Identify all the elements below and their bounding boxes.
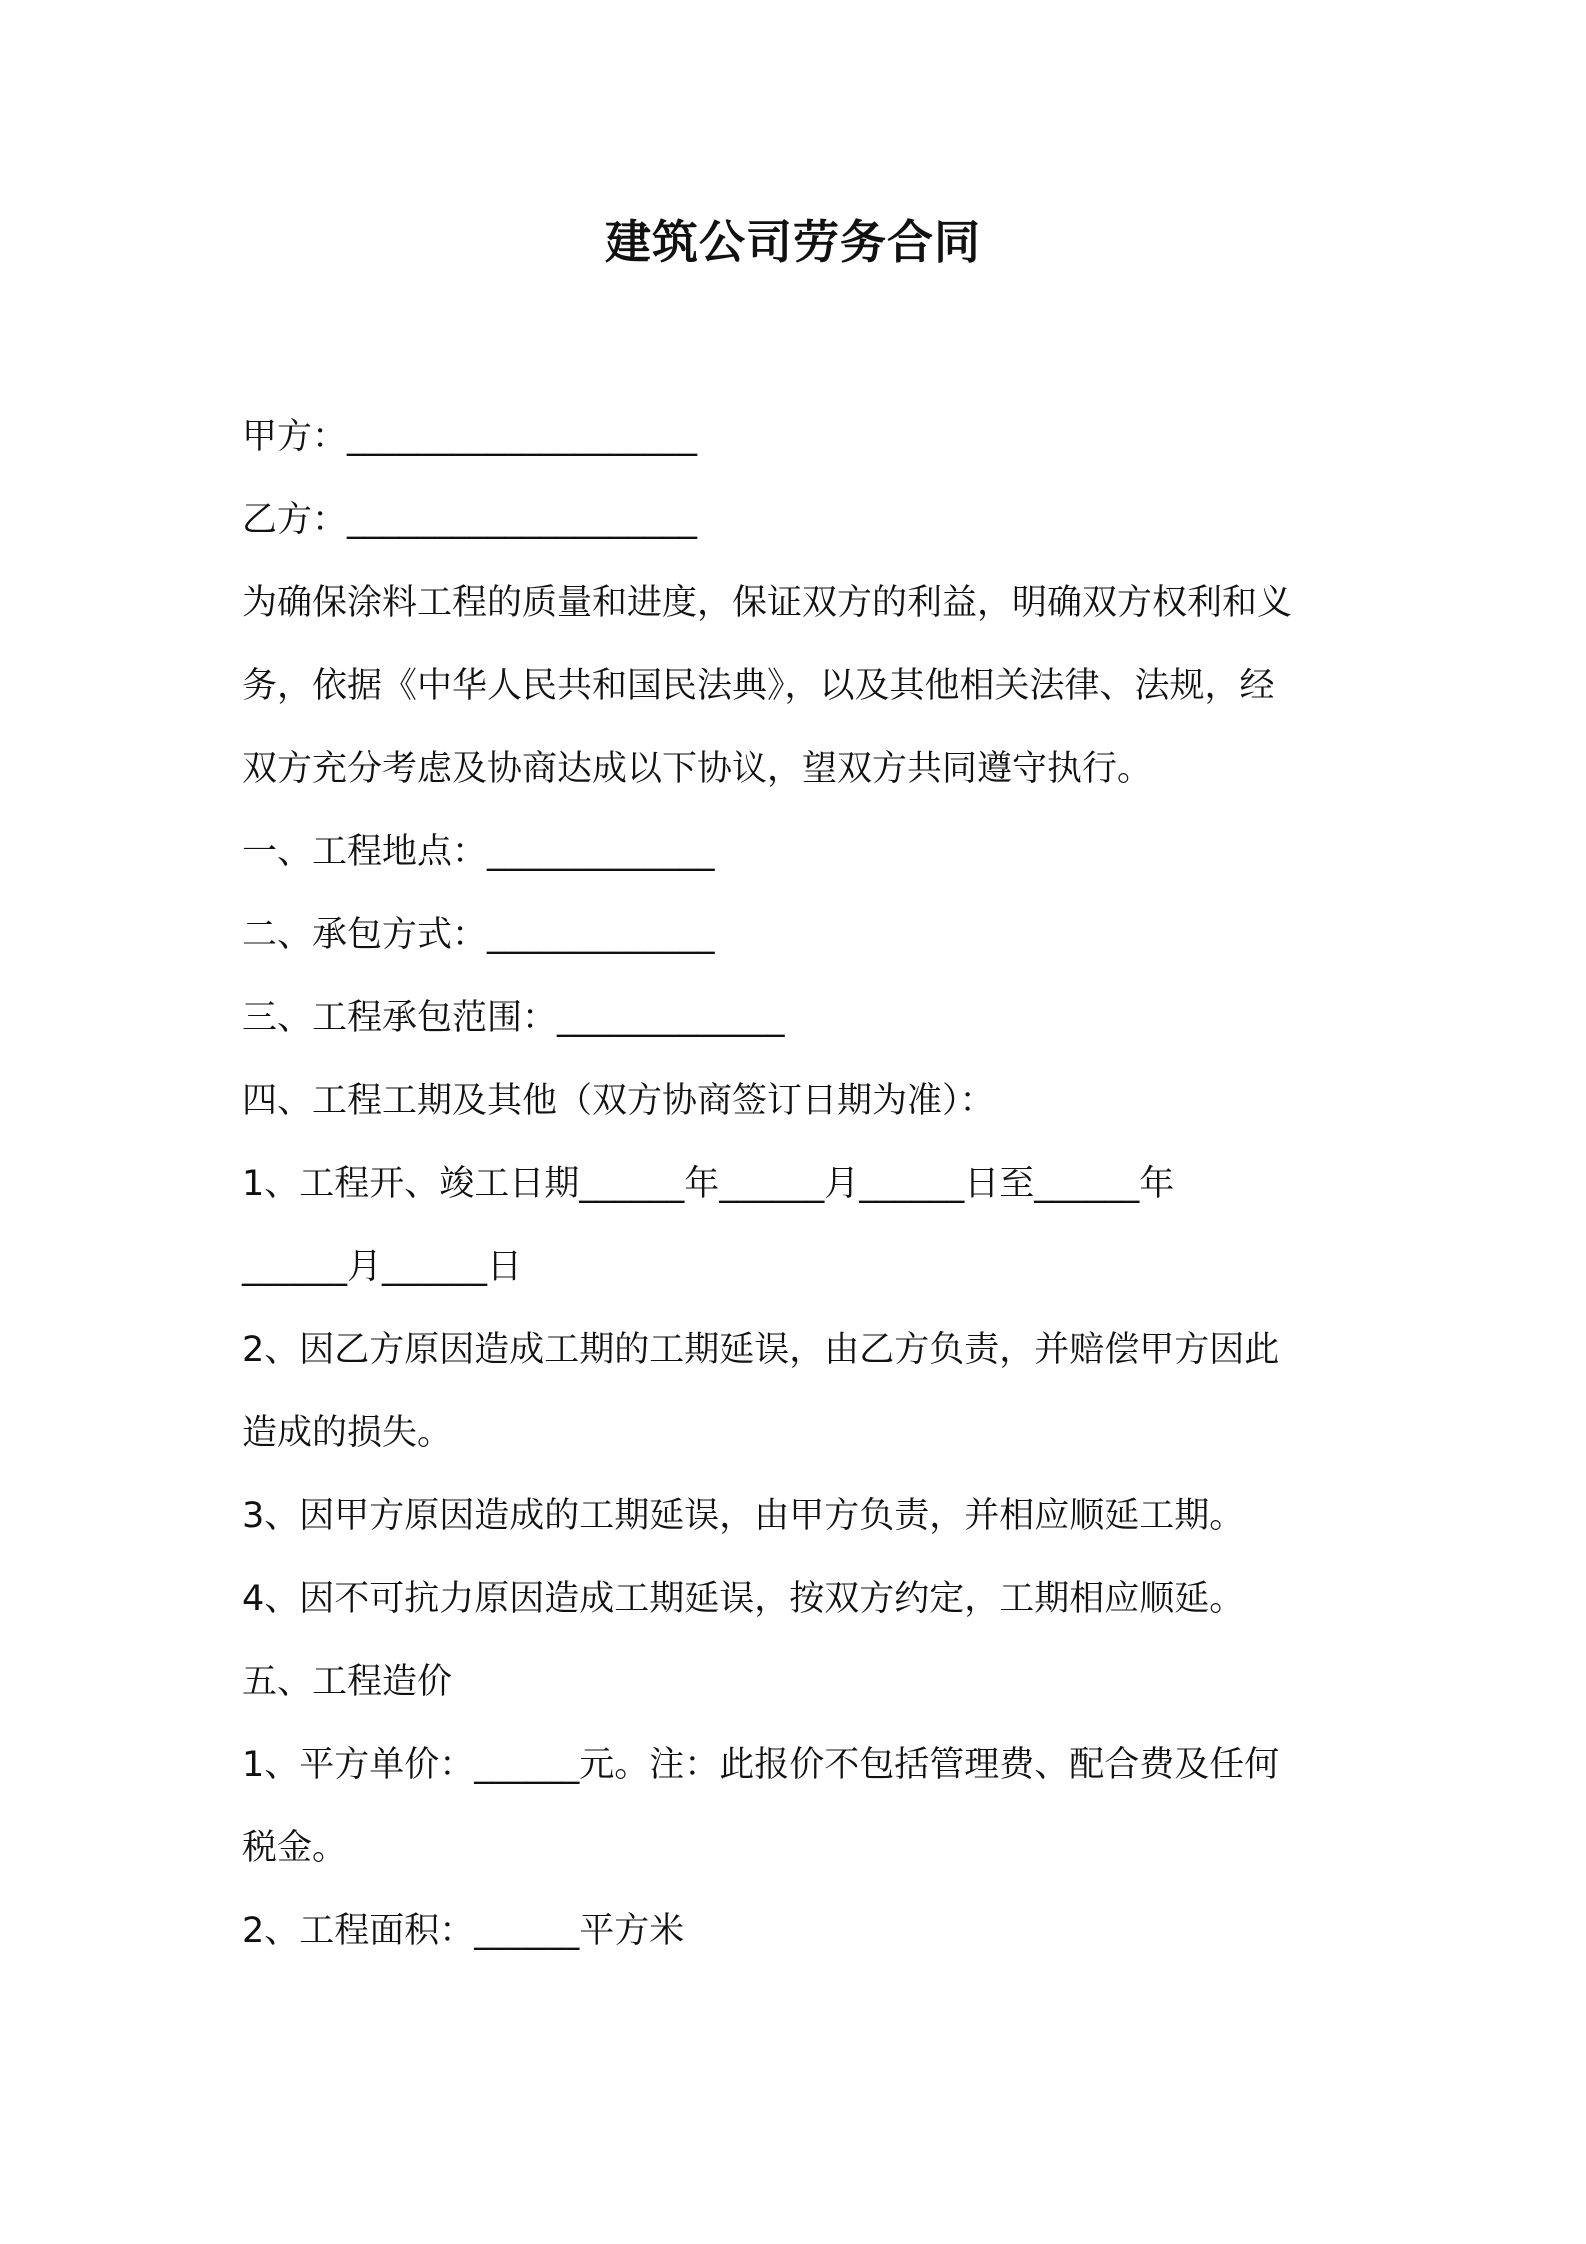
preamble-line-1: 为确保涂料工程的质量和进度，保证双方的利益，明确双方权利和义 (242, 583, 1293, 623)
clause-5-1-line-2: 税金。 (242, 1828, 348, 1868)
clause-4-1-line-2: ______月______日 (242, 1247, 523, 1287)
document-title: 建筑公司劳务合同 (605, 215, 981, 269)
clause-4-2-line-2: 造成的损失。 (242, 1413, 453, 1453)
clause-5-2: 2、工程面积：______平方米 (242, 1911, 685, 1951)
section-2-contract-method: 二、承包方式：_____________ (242, 915, 715, 955)
clause-5-1-line-1: 1、平方单价：______元。注：此报价不包括管理费、配合费及任何 (242, 1745, 1280, 1785)
party-b-line: 乙方：____________________ (242, 500, 698, 540)
section-4-heading: 四、工程工期及其他（双方协商签订日期为准）： (242, 1081, 995, 1121)
section-3-scope: 三、工程承包范围：_____________ (242, 998, 785, 1038)
section-1-location: 一、工程地点：_____________ (242, 832, 715, 872)
clause-4-2-line-1: 2、因乙方原因造成工期的工期延误，由乙方负责，并赔偿甲方因此 (242, 1330, 1280, 1370)
clause-4-3: 3、因甲方原因造成的工期延误，由甲方负责，并相应顺延工期。 (242, 1496, 1245, 1536)
preamble-line-2: 务，依据《中华人民共和国民法典》，以及其他相关法律、法规，经 (242, 666, 1275, 706)
party-a-line: 甲方：____________________ (242, 417, 698, 457)
clause-4-4: 4、因不可抗力原因造成工期延误，按双方约定，工期相应顺延。 (242, 1579, 1245, 1619)
section-5-heading: 五、工程造价 (242, 1662, 453, 1702)
clause-4-1-line-1: 1、工程开、竣工日期______年______月______日至______年 (242, 1164, 1175, 1204)
preamble-line-3: 双方充分考虑及协商达成以下协议，望双方共同遵守执行。 (242, 749, 1153, 789)
